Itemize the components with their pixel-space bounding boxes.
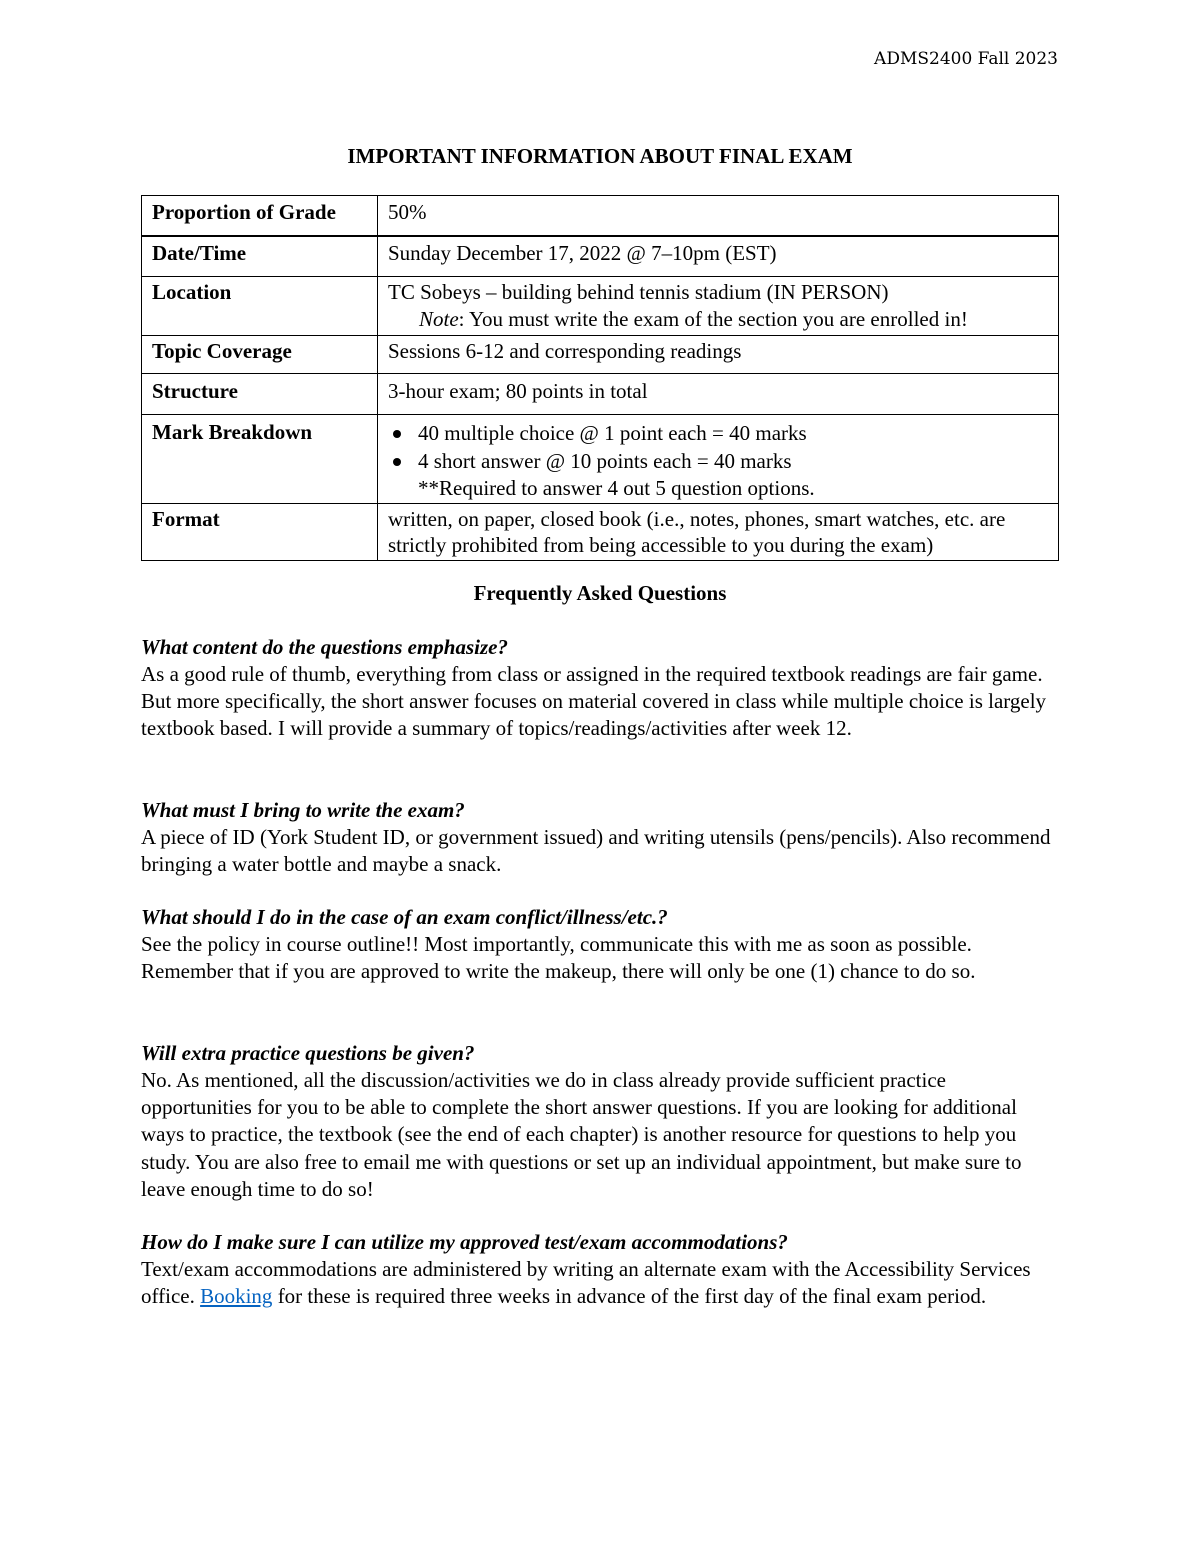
faq-answer-text: for these is required three weeks in advance of the first day of the final exam period. (272, 1284, 987, 1309)
faq-answer-text: Text/exam accommodations are administered by writing an alternate exam with the Accessibility Services office. (141, 1257, 1031, 1309)
faq-question: What should I do in the case of an exam conflict/illness/etc.? (141, 905, 668, 929)
location-note (388, 306, 1048, 333)
mark-note: **Required to answer 4 out 5 question options. (418, 476, 815, 500)
location-note-label: Note (419, 307, 459, 331)
faq-question: What must I bring to write the exam? (141, 798, 465, 822)
faq-item (141, 797, 1061, 878)
faq-answer: No. As mentioned, all the discussion/activities we do in class already provide sufficient practice opportunities for you to be able to complete the short answer questions. If you are looking for additional ways to practice, the textbook (see the end of each chapter) is another resource for questions to help you study. You are also free to email me with questions or set up an individual appointment, but make sure to leave enough time to do so! (141, 1068, 1022, 1201)
bullet-icon (393, 458, 401, 466)
topic-value: Sessions 6-12 and corresponding readings (378, 336, 1059, 374)
table-row-location (142, 277, 1059, 336)
faq-question: What content do the questions emphasize? (141, 635, 508, 659)
faq-question: Will extra practice questions be given? (141, 1041, 475, 1065)
structure-value: 3-hour exam; 80 points in total (378, 374, 1059, 415)
location-label: Location (142, 277, 378, 336)
structure-label: Structure (142, 374, 378, 415)
course-header: ADMS2400 Fall 2023 (874, 49, 1058, 69)
bullet-icon (393, 430, 401, 438)
location-cell (378, 277, 1059, 336)
list-item (388, 419, 1048, 447)
faq-item (141, 904, 1061, 985)
table-row-datetime (142, 236, 1059, 277)
mark-cell (378, 415, 1059, 504)
datetime-label: Date/Time (142, 236, 378, 277)
table-row-proportion (142, 196, 1059, 237)
exam-info-table (141, 195, 1059, 561)
faq-item (141, 1040, 1061, 1203)
faq-question: How do I make sure I can utilize my approved test/exam accommodations? (141, 1230, 788, 1254)
page-title: IMPORTANT INFORMATION ABOUT FINAL EXAM (347, 144, 853, 168)
location-note-text: : You must write the exam of the section you are enrolled in! (458, 307, 968, 331)
table-row-structure (142, 374, 1059, 415)
mark-label: Mark Breakdown (142, 415, 378, 504)
faq-heading: Frequently Asked Questions (473, 581, 727, 605)
booking-link[interactable]: Booking (200, 1284, 273, 1309)
proportion-label: Proportion of Grade (142, 196, 378, 237)
mark-item-text: 40 multiple choice @ 1 point each = 40 marks (418, 421, 807, 445)
table-row-topic (142, 336, 1059, 374)
datetime-value: Sunday December 17, 2022 @ 7–10pm (EST) (378, 236, 1059, 277)
table-row-format (142, 504, 1059, 561)
table-row-mark-breakdown (142, 415, 1059, 504)
location-value: TC Sobeys – building behind tennis stadium (IN PERSON) (388, 280, 889, 304)
faq-item (141, 1229, 1061, 1310)
faq-answer: See the policy in course outline!! Most importantly, communicate this with me as soon as possible. Remember that if you are approved to write the makeup, there will only be one (1) chance to do so. (141, 932, 976, 984)
faq-answer: A piece of ID (York Student ID, or government issued) and writing utensils (pens/pencils). Also recommend bringing a water bottle and maybe a snack. (141, 825, 1051, 877)
format-label: Format (142, 504, 378, 561)
list-item (388, 447, 1048, 475)
format-value: written, on paper, closed book (i.e., notes, phones, smart watches, etc. are strictly prohibited from being accessible to you during the exam) (378, 504, 1059, 561)
faq-answer: As a good rule of thumb, everything from class or assigned in the required textbook readings are fair game. But more specifically, the short answer focuses on material covered in class while multiple choice is largely textbook based. I will provide a summary of topics/readings/activities after week 12. (141, 662, 1047, 741)
mark-item-text: 4 short answer @ 10 points each = 40 marks (418, 449, 792, 473)
faq-answer (141, 1256, 1061, 1310)
mark-list (388, 419, 1048, 475)
topic-label: Topic Coverage (142, 336, 378, 374)
proportion-value: 50% (378, 196, 1059, 237)
faq-item (141, 634, 1061, 743)
